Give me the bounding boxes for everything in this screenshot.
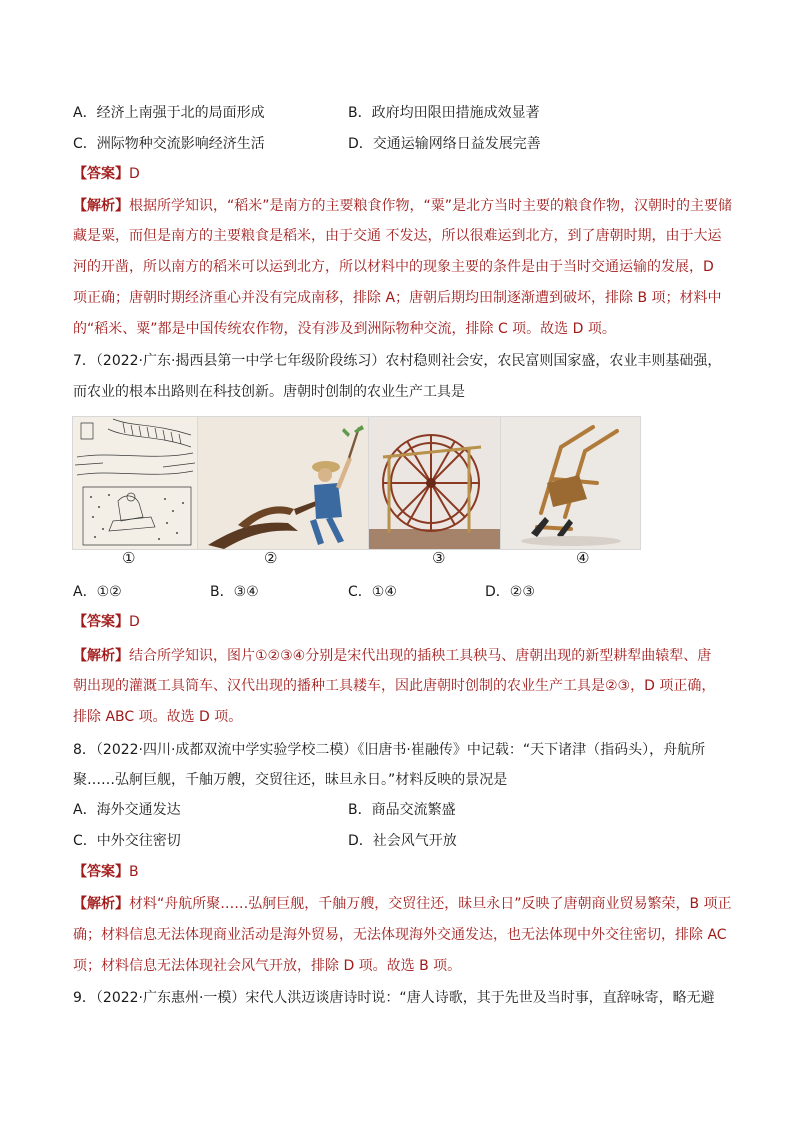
answer-tag: 【答案】	[73, 166, 129, 182]
image-water-wheel	[368, 416, 501, 550]
q7-answer	[73, 612, 140, 632]
curved-plough-illustration	[198, 417, 368, 549]
analysis-text: 结合所学知识，图片①②③④分别是宋代出现的插秧工具秧马、唐朝出现的新型耕犁曲辕犁、唐	[129, 648, 712, 664]
q8-stem-line-1: 8．（2022·四川·成都双流中学实验学校二模）《旧唐书·崔融传》中记载：“天下诸津（指码头），舟航所	[73, 742, 706, 758]
q6-options-row-2	[73, 134, 733, 154]
q7-option-b[interactable]: B．③④	[210, 584, 259, 600]
q8-analysis-line-3: 项；材料信息无法体现社会风气开放，排除 D 项。故选 B 项。	[73, 958, 462, 974]
q8-option-d[interactable]: D．社会风气开放	[348, 833, 457, 849]
q6-option-c[interactable]: C．洲际物种交流影响经济生活	[73, 136, 265, 152]
q7-analysis-line-3: 排除 ABC 项。故选 D 项。	[73, 709, 243, 725]
answer-value: D	[129, 166, 140, 182]
answer-tag: 【答案】	[73, 864, 129, 880]
q7-stem-line-1: 7．（2022·广东·揭西县第一中学七年级阶段练习）农村稳则社会安，农民富则国家盛，农业丰则基础强，	[73, 353, 722, 369]
q7-analysis-line-1	[73, 646, 711, 666]
image-label-1: ①	[122, 549, 136, 567]
q7-stem-line-2: 而农业的根本出路则在科技创新。唐朝时创制的农业生产工具是	[73, 384, 465, 400]
q6-options-row-1	[73, 103, 733, 123]
answer-tag: 【答案】	[73, 614, 129, 630]
q9-stem-line-1: 9．（2022·广东惠州·一模）宋代人洪迈谈唐诗时说：“唐人诗歌，其于先世及当时事，直辞咏寄，略无避	[73, 990, 715, 1006]
q8-option-a[interactable]: A．海外交通发达	[73, 802, 181, 818]
q8-options-row-2	[73, 831, 733, 851]
q8-analysis-line-2: 确；材料信息无法体现商业活动是海外贸易，无法体现海外交通发达，也无法体现中外交往密切，排除 AC	[73, 927, 727, 943]
analysis-tag: 【解析】	[73, 648, 129, 664]
transplanter-illustration	[73, 417, 197, 549]
water-wheel-illustration	[369, 417, 500, 549]
q6-analysis-line-5: 的“稻米、粟”都是中国传统农作物，没有涉及到洲际物种交流，排除 C 项。故选 D 项。	[73, 321, 616, 337]
q7-options-row	[73, 582, 733, 602]
image-label-3: ③	[432, 549, 446, 567]
image-seed-drill	[500, 416, 641, 550]
seed-drill-illustration	[501, 417, 640, 549]
q6-analysis-line-3: 河的开凿，所以南方的稻米可以运到北方，所以材料中的现象主要的条件是由于当时交通运输的发展，D	[73, 259, 714, 275]
analysis-tag: 【解析】	[73, 896, 129, 912]
q6-answer	[73, 164, 140, 184]
q8-options-row-1	[73, 800, 733, 820]
analysis-text: 根据所学知识，“稻米”是南方的主要粮食作物，“粟”是北方当时主要的粮食作物，汉朝时的主要储	[129, 198, 733, 214]
q8-option-c[interactable]: C．中外交往密切	[73, 833, 181, 849]
q6-option-d[interactable]: D．交通运输网络日益发展完善	[348, 136, 541, 152]
q6-analysis-line-4: 项正确；唐朝时期经济重心并没有完成南移，排除 A；唐朝后期均田制逐渐遭到破坏，排除 B 项；材料中	[73, 290, 722, 306]
q8-stem-line-2: 聚……弘舸巨舰，千舳万艘，交贸往还，昧旦永日。”材料反映的景况是	[73, 772, 508, 788]
analysis-text: 材料“舟航所聚……弘舸巨舰，千舳万艘，交贸往还，昧旦永日”反映了唐朝商业贸易繁荣，B 项正	[129, 896, 732, 912]
q8-answer	[73, 862, 139, 882]
q8-option-b[interactable]: B．商品交流繁盛	[348, 802, 456, 818]
q7-analysis-line-2: 朝出现的灌溉工具筒车、汉代出现的播种工具耧车，因此唐朝时创制的农业生产工具是②③，D 项正确，	[73, 678, 716, 694]
answer-value: B	[129, 864, 139, 880]
image-curved-plough	[197, 416, 369, 550]
answer-value: D	[129, 614, 140, 630]
q8-analysis-line-1	[73, 894, 732, 914]
q7-option-c[interactable]: C．①④	[348, 584, 397, 600]
image-label-2: ②	[264, 549, 278, 567]
image-transplanter	[72, 416, 198, 550]
q6-analysis-line-1	[73, 196, 732, 216]
analysis-tag: 【解析】	[73, 198, 129, 214]
image-label-4: ④	[576, 549, 590, 567]
q6-option-a[interactable]: A．经济上南强于北的局面形成	[73, 105, 265, 121]
q6-analysis-line-2: 藏是粟，而但是南方的主要粮食是稻米，由于交通 不发达，所以很难运到北方，到了唐朝时期，由于大运	[73, 228, 722, 244]
q6-option-b[interactable]: B．政府均田限田措施成效显著	[348, 105, 540, 121]
q7-option-a[interactable]: A．①②	[73, 584, 122, 600]
q7-option-d[interactable]: D．②③	[485, 584, 535, 600]
